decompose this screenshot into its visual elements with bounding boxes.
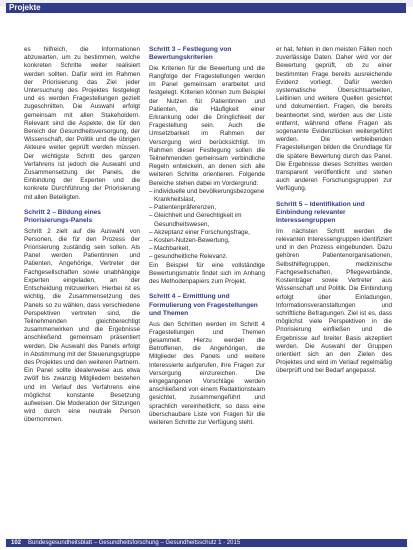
section-heading: Schritt 4 – Ermittlung und Formulierung von Fragestellungen und Themen bbox=[149, 293, 258, 318]
bullet-list bbox=[149, 188, 265, 262]
footer-bar bbox=[6, 539, 407, 547]
list-item: – Patientenpräferenzen, bbox=[149, 204, 265, 212]
section-label: Projekte bbox=[6, 3, 406, 13]
body-paragraph: Aus den Schritten werden im Schritt 4 Fragestellungen und Themen gesammelt. Hierzu werden die Betroffenen, die Angehörigen, die Mitglieder des Panels und weitere Interessierte aufgerufen, ihre Fragen zur Versorgung einzureichen. Die eingegangenen Vorschläge werden anschließend von einem Redaktionsteam gesichtet, zusammengeführt und sprachlich vereinheitlicht, so dass eine überschaubare Liste von Fragen für die weiteren Schritte zur Verfügung steht. bbox=[149, 320, 265, 426]
body-paragraph: es hilfreich, die Informationen abzuwarten, um zu bestimmen, welche konkreten Schritte weiter realisiert werden sollten. Dafür wird im Rahmen der Priorisierung das Ziel jeder Untersuchung des Projektes festgelegt und es werden Fragestellungen gezielt zugeschnitten. Die Auswahl erfolgt gemeinsam mit allen Stakeholdern. Relevant sind die Aspekte, die für den Bereich der Gesundheitsversorgung, der Wissenschaft, der Politik und die übrigen Akteure weiter geprüft werden müssen. Der wichtigste Schritt des ganzen Verfahrens ist jedoch die Auswahl und Zusammensetzung der Panels, die Einbindung der Experten und die konkrete Durchführung der Priorisierung mit allen Beteiligten. bbox=[24, 46, 140, 201]
journal-name: Bundesgesundheitsblatt – Gesundheitsforschung – Gesundheitsschutz 1 · 2015 bbox=[28, 540, 241, 546]
column-left bbox=[24, 46, 140, 425]
list-item: – Gleichheit und Gerechtigkeit im Gesundheitswesen, bbox=[149, 212, 265, 228]
page-number: 102 bbox=[11, 540, 22, 546]
section-heading: Schritt 3 – Festlegung von Bewertungskriterien bbox=[149, 46, 232, 62]
list-item: – gesundheitliche Relevanz. bbox=[149, 253, 265, 261]
body-paragraph: Die Kriterien für die Bewertung und die Rangfolge der Fragestellungen werden im Panel gemeinsam erarbeitet und festgelegt. Kriterien können zum Beispiel der Nutzen für Patientinnen und Patienten, die Häufigkeit einer Erkrankung oder die Dringlichkeit der Fragestellung sein. Auch die Umsetzbarkeit im Rahmen der Versorgung wird berücksichtigt. Im Rahmen dieser Festlegung sollen die Teilnehmenden gemeinsam verbindliche Regeln entwickeln, an denen sich alle weiteren Schritte orientieren. Folgende Bereiche stehen dabei im Vordergrund: bbox=[149, 64, 265, 187]
list-item: – individuelle und bevölkerungsbezogene Krankheitslast, bbox=[149, 188, 265, 204]
section-heading: Schritt 2 – Bildung eines Priorisierungs-Panels bbox=[24, 208, 101, 225]
list-item: – Kosten-Nutzen-Bewertung, bbox=[149, 237, 265, 245]
body-paragraph: er hat, fehlen in den meisten Fällen noch zuverlässige Daten. Daher wird vor der Bewertung geprüft, ob zu einer bestimmten Frage bereits ausreichende Evidenz vorliegt. Dafür werden systematische Übersichtsarbeiten, Leitlinien und weitere Quellen gesichtet und dokumentiert. Fragen, die bereits beantwortet sind, werden aus der Liste entfernt, während offene Fragen als sogenannte Evidenzlücken weitergeführt werden. Die verbleibenden Fragestellungen bilden die Grundlage für die spätere Bewertung durch das Panel. Die Ergebnisse dieses Schrittes werden transparent veröffentlicht und stehen auch anderen Forschungsgruppen zur Verfügung. bbox=[276, 46, 392, 193]
body-paragraph: Ein Beispiel für eine vollständige Bewertungsmatrix findet sich im Anhang des Methodenpapiers zum Projekt. bbox=[149, 261, 265, 286]
list-item: – Akzeptanz einer Forschungsfrage, bbox=[149, 229, 265, 237]
list-item: – Machbarkeit, bbox=[149, 245, 265, 253]
column-middle bbox=[149, 46, 265, 427]
section-heading: Schritt 5 – Identifikation und Einbindung relevanter Interessengruppen bbox=[276, 200, 365, 225]
body-paragraph: Schritt 2 zielt auf die Auswahl von Personen, die für den Prozess der Priorisierung zuständig sein sollen. Als Panel werden Patientinnen und Patienten, Angehörige, Vertreter der Fachgesellschaften sowie unabhängige Experten eingeladen, an der Entscheidung mitzuwirken. Hierbei ist es wichtig, die Zusammensetzung des Panels so zu wählen, dass verschiedene Perspektiven vertreten sind, die Teilnehmenden gleichberechtigt zusammenwirken und die Ergebnisse anschließend gemeinsam präsentiert werden. Die Auswahl des Panels erfolgt in Abstimmung mit der Steuerungsgruppe des Projektes und den weiteren Partnern. Ein Panel sollte idealerweise aus etwa zwölf bis zwanzig Mitgliedern bestehen und im Verlauf des Verfahrens eine möglichst konstante Besetzung aufweisen. Die Moderation der Sitzungen wird durch eine neutrale Person übernommen. bbox=[24, 227, 140, 424]
column-right bbox=[276, 46, 392, 376]
body-paragraph: Im nächsten Schritt werden die relevanten Interessengruppen identifiziert und in den Prozess eingebunden. Dazu gehören Patientenorganisationen, Selbsthilfegruppen, medizinische Fachgesellschaften, Pflegeverbände, Kostenträger sowie Vertreter aus Wissenschaft und Politik. Die Einbindung erfolgt über Einladungen, Informationsveranstaltungen und schriftliche Befragungen. Ziel ist es, dass möglichst viele Perspektiven in die Priorisierung einfließen und die Ergebnisse auf breiter Basis akzeptiert werden. Die Auswahl der Gruppen orientiert sich an den Zielen des Projektes und wird im Verlauf regelmäßig überprüft und bei Bedarf angepasst. bbox=[276, 227, 392, 375]
